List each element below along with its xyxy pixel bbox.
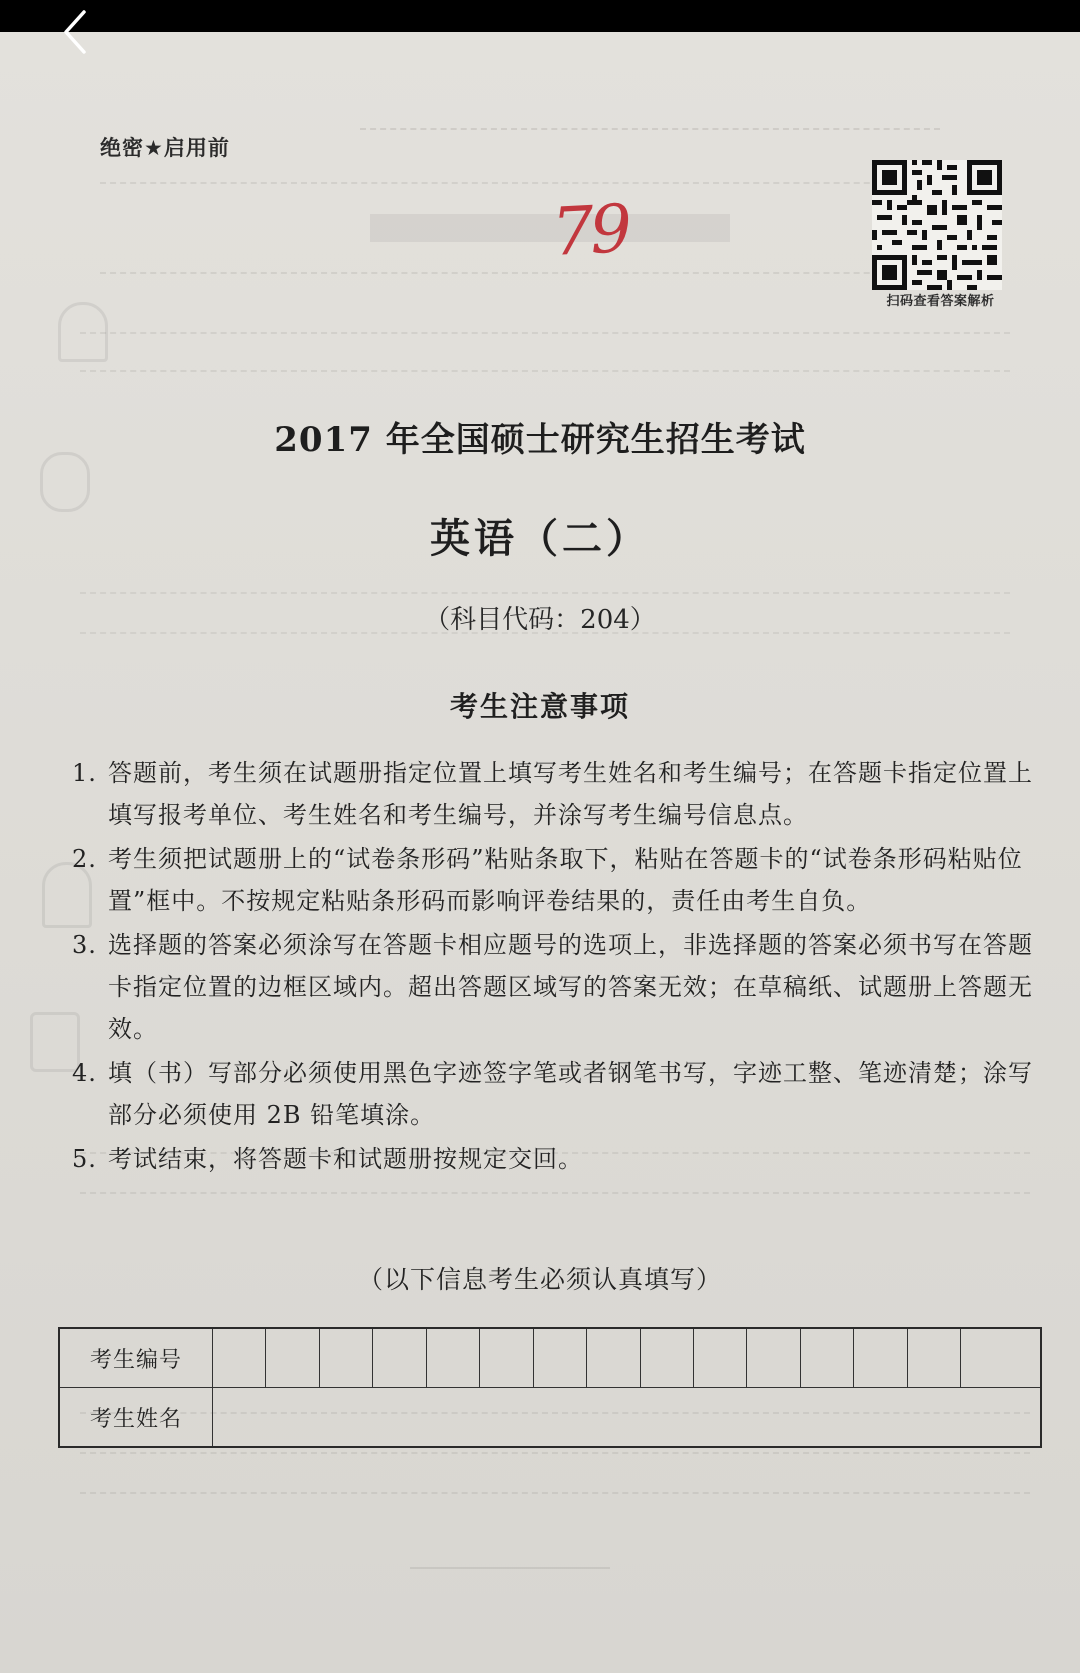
handwritten-score: 79 (550, 190, 630, 271)
notice-number: 1. (72, 759, 97, 787)
candidate-number-digit-box[interactable] (693, 1328, 746, 1388)
candidate-number-digit-box[interactable] (426, 1328, 479, 1388)
notice-text: 选择题的答案必须涂写在答题卡相应题号的选项上，非选择题的答案必须书写在答题卡指定位置的边框区域内。超出答题区域写的答案无效；在草稿纸、试题册上答题无效。 (108, 931, 1033, 1043)
notice-number: 5. (72, 1145, 97, 1173)
qr-code-icon[interactable] (872, 160, 1002, 290)
notice-number: 2. (72, 845, 97, 873)
candidate-number-digit-box[interactable] (213, 1328, 266, 1388)
exam-subject: 英语（二） (430, 516, 650, 562)
candidate-number-digit-box[interactable] (266, 1328, 319, 1388)
notice-text: 填（书）写部分必须使用黑色字迹签字笔或者钢笔书写，字迹工整、笔迹清楚；涂写部分必须使用 2B 铅笔填涂。 (108, 1059, 1033, 1129)
notice-text: 考生须把试题册上的“试卷条形码”粘贴条取下，粘贴在答题卡的“试卷条形码粘贴位置”框中。不按规定粘贴条形码而影响评卷结果的，责任由考生自负。 (108, 845, 1023, 915)
candidate-number-digit-box[interactable] (640, 1328, 693, 1388)
notice-item (72, 924, 1037, 1050)
notice-item (72, 1138, 1037, 1180)
notice-item (72, 752, 1037, 836)
candidate-number-row (59, 1328, 1041, 1388)
candidate-number-digit-box[interactable] (319, 1328, 372, 1388)
candidate-number-digit-box[interactable] (747, 1328, 800, 1388)
notice-number: 3. (72, 931, 97, 959)
subject-code: （科目代码：204） (424, 605, 656, 635)
candidate-number-digit-box[interactable] (587, 1328, 640, 1388)
viewer-top-bar (0, 0, 1080, 32)
candidate-info-table (58, 1327, 1042, 1448)
candidate-number-digit-box[interactable] (533, 1328, 586, 1388)
exam-title: 2017 年全国硕士研究生招生考试 (274, 420, 806, 460)
candidate-number-digit-box[interactable] (373, 1328, 426, 1388)
candidate-number-digit-box[interactable] (907, 1328, 960, 1388)
candidate-name-field[interactable] (213, 1388, 1042, 1448)
notice-text: 答题前，考生须在试题册指定位置上填写考生姓名和考生编号；在答题卡指定位置上填写报考单位、考生姓名和考生编号，并涂写考生编号信息点。 (108, 759, 1033, 829)
notice-list (72, 752, 1037, 1182)
exam-paper-page (0, 32, 1080, 1673)
candidate-number-digit-box[interactable] (961, 1328, 1041, 1388)
candidate-name-row (59, 1388, 1041, 1448)
notice-item (72, 1052, 1037, 1136)
chevron-left-icon (58, 6, 98, 56)
qr-caption: 扫码查看答案解析 (886, 294, 995, 309)
candidate-number-digit-box[interactable] (854, 1328, 907, 1388)
notice-heading: 考生注意事项 (449, 690, 630, 723)
candidate-number-label: 考生编号 (59, 1328, 213, 1388)
notice-item (72, 838, 1037, 922)
confidential-mark: 绝密★启用前 (100, 136, 230, 160)
candidate-name-label: 考生姓名 (59, 1388, 213, 1448)
back-button[interactable] (58, 6, 98, 56)
fill-instruction: （以下信息考生必须认真填写） (357, 1265, 722, 1294)
candidate-number-digit-box[interactable] (480, 1328, 533, 1388)
notice-text: 考试结束，将答题卡和试题册按规定交回。 (108, 1145, 583, 1173)
candidate-number-digit-box[interactable] (800, 1328, 853, 1388)
notice-number: 4. (72, 1059, 97, 1087)
